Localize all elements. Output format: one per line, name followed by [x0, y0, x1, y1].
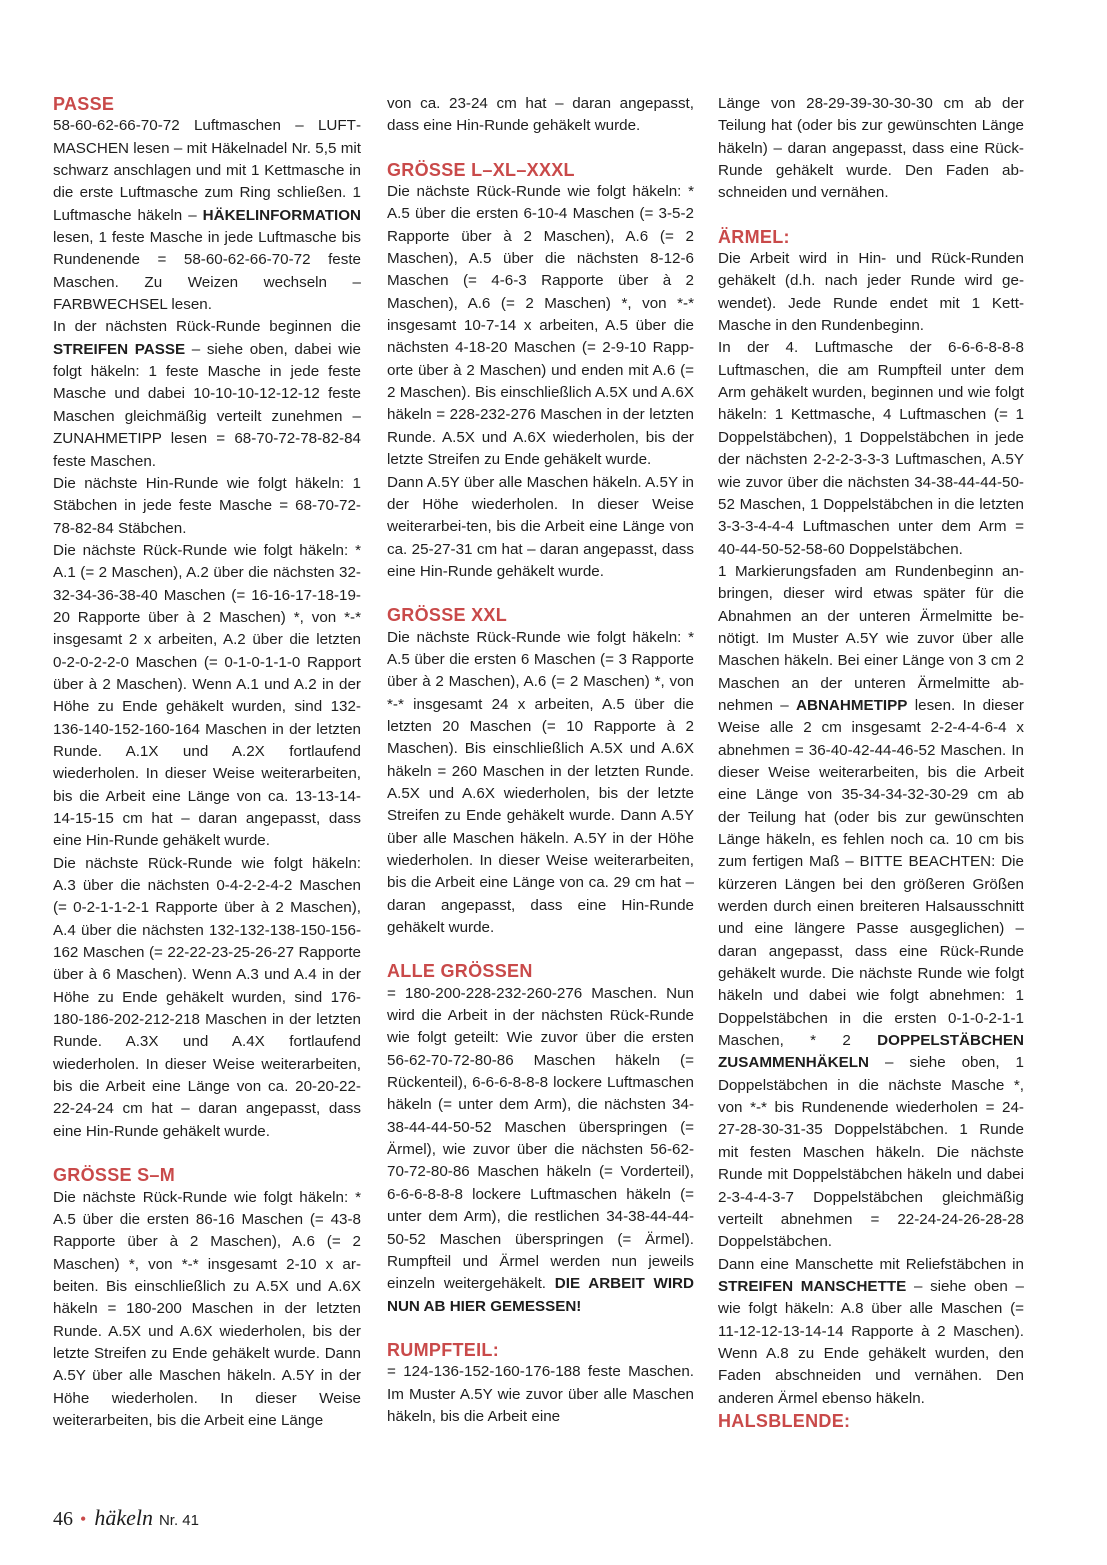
paragraph: Die nächste Rück-Runde wie folgt häkeln: * A.5 über die ersten 6 Maschen (= 3 Rapporte über à 2 Maschen), A.6 (= 2 Maschen) *, von *-* insgesamt 24 x arbeiten, A.5 über die letzten 20 Maschen (= 10 Rapporte à 2 Maschen). Bis einschließlich A.5X und A.6X häkeln = 260 Maschen in der letzten Runde. A.5X und A.6X wiederholen, bis der letzte Streifen zu Ende gehäkelt wurde. Dann A.5Y über alle Maschen häkeln. A.5Y in der Höhe wiederholen. In dieser Weise weiterarbeiten, bis die Arbeit eine Länge von ca. 29 cm hat – daran angepasst, dass eine Hin-Runde gehäkelt wurde. [387, 628, 694, 937]
section-title-passe: PASSE [53, 94, 115, 114]
section-title-alle-groessen: ALLE GRÖSSEN [387, 961, 533, 982]
paragraph: von ca. 23-24 cm hat – daran angepasst, dass eine Hin-Runde gehäkelt wurde. [387, 95, 694, 135]
paragraph: In der nächsten Rück-Runde beginnen die STREIFEN PASSE – siehe oben, dabei wie folgt häkeln: 1 feste Masche in jede feste Masche und dabei 10-10-10-12-12-12 feste Maschen gleichmäßig verteilt zunehmen – ZUNAHMETIPP lesen = 68-70-72-78-82-84 feste Maschen. [53, 318, 361, 470]
column-right [718, 93, 1024, 1432]
page-footer [53, 1505, 199, 1533]
paragraph: In der 4. Luftmasche der 6-6-6-8-8-8 Luftmaschen, die am Rumpfteil unter dem Arm gehäkelt wurden, beginnen und wie folgt häkeln: 1 Kettmasche, 4 Luftmaschen (= 1 Doppelstäbchen), 1 Doppelstäbchen in jede der nächsten 2-2-2-3-3-3 Luftmaschen, A.5Y wie zuvor über die nächsten 34-38-44-44-50-52 Maschen, 1 Doppelstäbchen in die letzten 3-3-3-4-4-4 Luftmaschen unter dem Arm = 40-44-50-52-58-60 Doppelstäbchen. [718, 339, 1024, 558]
paragraph: Die Arbeit wird in Hin- und Rück-Runden gehäkelt (d.h. nach jeder Runde wird gewendet). Jede Runde endet mit 1 Kett-Masche in den Rundenbeginn. [718, 250, 1024, 335]
magazine-name: häkeln [94, 1505, 153, 1530]
section-title-groesse-l-xl-xxxl: GRÖSSE L–XL–XXXL [387, 159, 575, 180]
paragraph: 58-60-62-66-70-72 Luftmaschen – LUFTMASCHEN lesen – mit Häkelnadel Nr. 5,5 mit schwarz anschlagen und mit 1 Kettmasche in die erste Luftmasche zum Ring schließen. 1 Luftmasche häkeln – HÄKELINFORMATION lesen, 1 feste Masche in jede Luftmasche bis Rundenende = 58-60-62-66-70-72 feste Maschen. Zu Weizen wechseln – FARBWECHSEL lesen. [53, 117, 361, 314]
section-title-halsblende: HALSBLENDE: [718, 1410, 851, 1431]
paragraph: Die nächste Rück-Runde wie folgt häkeln: * A.1 (= 2 Maschen), A.2 über die nächsten 32-32-34-36-38-40 Maschen (= 16-16-17-18-19-20 Rapporte über à 2 Maschen) *, von *-* insgesamt 2 x arbeiten, A.2 über die letzten 0-2-0-2-2-0 Maschen (= 0-1-0-1-1-0 Rapport über à 2 Maschen). Wenn A.1 und A.2 in der Höhe zu Ende gehäkelt wurden, sind 132-136-140-152-160-164 Maschen in der letzten Runde. A.1X und A.2X fortlaufend wiederholen. In dieser Weise weiterarbeiten, bis die Arbeit eine Länge von ca. 13-13-14-14-15-15 cm hat – daran angepasst, dass eine Hin-Runde gehäkelt wurde. [53, 541, 361, 850]
paragraph: Die nächste Rück-Runde wie folgt häkeln: * A.5 über die ersten 86-16 Maschen (= 43-8 Rapporte über à 2 Maschen), A.6 (= 2 Maschen) *, von *-* insgesamt 2-10 x arbeiten. Bis einschließlich zu A.5X und A.6X häkeln = 180-200 Maschen in der letzten Runde. A.5X und A.6X wiederholen, bis der letzte Streifen zu Ende gehäkelt wurde. Dann A.5Y über alle Maschen häkeln. A.5Y in der Höhe wiederholen. In dieser Weise weiterarbeiten, bis die Arbeit eine Länge [53, 1188, 361, 1429]
paragraph: Die nächste Rück-Runde wie folgt häkeln: * A.5 über die ersten 6-10-4 Maschen (= 3-5-2 Rapporte über à 2 Maschen), A.6 (= 2 Maschen), A.5 über die nächsten 8-12-6 Maschen (= 4-6-3 Rapporte über à 2 Maschen), A.6 (= 2 Maschen) *, von *-* insgesamt 10-7-14 x arbeiten, A.5 über die nächsten 4-18-20 Maschen (= 2-9-10 Rapp-orte über à 2 Maschen) und enden mit A.6 (= 2 Maschen). Bis einschließlich A.5X und A.6X häkeln = 228-232-276 Maschen in der letzten Runde. A.5X und A.6X wiederholen, bis der letzte Streifen zu Ende gehäkelt wurde. [387, 183, 694, 469]
issue-number: Nr. 41 [158, 1512, 199, 1529]
paragraph: Die nächste Rück-Runde wie folgt häkeln: A.3 über die nächsten 0-4-2-2-4-2 Maschen (= 0-2-1-1-2-1 Rapporte über à 2 Maschen), A.4 über die nächsten 132-132-138-150-156-162 Maschen (= 22-22-23-25-26-27 Rapporte über à 6 Maschen). Wenn A.3 und A.4 in der Höhe zu Ende gehäkelt wurden, sind 176-180-186-202-212-218 Maschen in der letzten Runde. A.3X und A.4X fortlaufend wiederholen. In dieser Weise weiterarbeiten, bis die Arbeit eine Länge von ca. 20-20-22-22-24-24 cm hat – daran angepasst, dass eine Hin-Runde gehäkelt wurde. [53, 854, 361, 1140]
paragraph: Dann eine Manschette mit Reliefstäbchen in STREIFEN MANSCHETTE – siehe oben – wie folgt häkeln: A.8 über alle Maschen (= 11-12-12-13-14-14 Rapporte à 2 Maschen). Wenn A.8 zu Ende gehäkelt wurden, den Faden abschneiden und vernähen. Den anderen Ärmel ebenso häkeln. [718, 1255, 1024, 1407]
section-title-aermel: ÄRMEL: [718, 226, 790, 247]
column-left [53, 93, 361, 1432]
paragraph: Länge von 28-29-39-30-30-30 cm ab der Teilung hat (oder bis zur gewünschten Länge häkeln) – daran angepasst, dass eine Rück-Runde gehäkelt wurde. Den Faden abschneiden und vernähen. [718, 95, 1024, 202]
paragraph: = 180-200-228-232-260-276 Maschen. Nun wird die Arbeit in der nächsten Rück-Runde wie folgt geteilt: Wie zuvor über die ersten 56-62-70-72-80-86 Maschen häkeln (= Rückenteil), 6-6-6-8-8-8 lockere Luftmaschen häkeln (= unter dem Arm), die nächsten 34-38-44-44-50-52 Maschen überspringen (= Ärmel), wie zuvor über die nächsten 56-62-70-72-80-86 Maschen häkeln (= Vorderteil), 6-6-6-8-8-8 lockere Luftmaschen häkeln (= unter dem Arm), die restlichen 34-38-44-44-50-52 Maschen überspringen (= Ärmel). Rumpfteil und Ärmel werden nun jeweils einzeln weitergehäkelt. DIE ARBEIT WIRD NUN AB HIER GEMESSEN! [387, 984, 694, 1315]
bullet-dot-icon: • [80, 1509, 87, 1529]
section-title-rumpfteil: RUMPFTEIL: [387, 1339, 499, 1360]
page-number: 46 [53, 1508, 73, 1530]
column-middle [387, 93, 694, 1428]
paragraph: Dann A.5Y über alle Maschen häkeln. A.5Y in der Höhe wiederholen. In dieser Weise weiterarbei-ten, bis die Arbeit eine Länge von ca. 25-27-31 cm hat – daran angepasst, dass eine Hin-Runde gehäkelt wurde. [387, 473, 694, 580]
paragraph: 1 Markierungsfaden am Rundenbeginn anbringen, dieser wird etwas später für die Abnahmen an der unteren Ärmelmitte benötigt. Im Muster A.5Y wie zuvor über alle Maschen häkeln. Bei einer Länge von 3 cm 2 Maschen an der unteren Ärmelmitte abnehmen – ABNAHMETIPP lesen. In dieser Weise alle 2 cm insgesamt 2-2-4-4-6-4 x abnehmen = 36-40-42-44-46-52 Maschen. In dieser Weise weiterarbeiten, bis die Arbeit eine Länge von 35-34-34-32-30-29 cm ab der Teilung hat (oder bis zur gewünschten Länge häkeln, es fehlen noch ca. 10 cm bis zum fertigen Maß – BITTE BEACHTEN: Die kürzeren Längen bei den größeren Größen werden durch einen breiteren Halsausschnitt und eine längere Passe ausgeglichen) – daran angepasst, dass eine Rück-Runde gehäkelt wurde. Die nächste Runde wie folgt häkeln und dabei wie folgt abnehmen: 1 Doppelstäbchen in die ersten 0-1-0-2-1-1 Maschen, * 2 DOPPELSTÄBCHEN ZUSAMMENHÄKELN – siehe oben, 1 Doppelstäbchen in die nächste Masche *, von *-* bis Rundenende wiederholen = 24-27-28-30-31-35 Doppelstäbchen. 1 Runde mit festen Maschen häkeln. Die nächste Runde mit Doppelstäbchen häkeln und dabei 2-3-4-4-3-7 Doppelstäbchen gleichmäßig verteilt abnehmen = 22-24-24-26-28-28 Doppelstäbchen. [718, 562, 1024, 1251]
paragraph: Die nächste Hin-Runde wie folgt häkeln: 1 Stäbchen in jede feste Masche = 68-70-72-78-82-84 Stäbchen. [53, 474, 361, 537]
paragraph: = 124-136-152-160-176-188 feste Maschen. Im Muster A.5Y wie zuvor über alle Maschen häkeln, bis die Arbeit eine [387, 1363, 694, 1425]
section-title-groesse-s-m: GRÖSSE S–M [53, 1165, 176, 1186]
section-title-groesse-xxl: GRÖSSE XXL [387, 605, 508, 626]
